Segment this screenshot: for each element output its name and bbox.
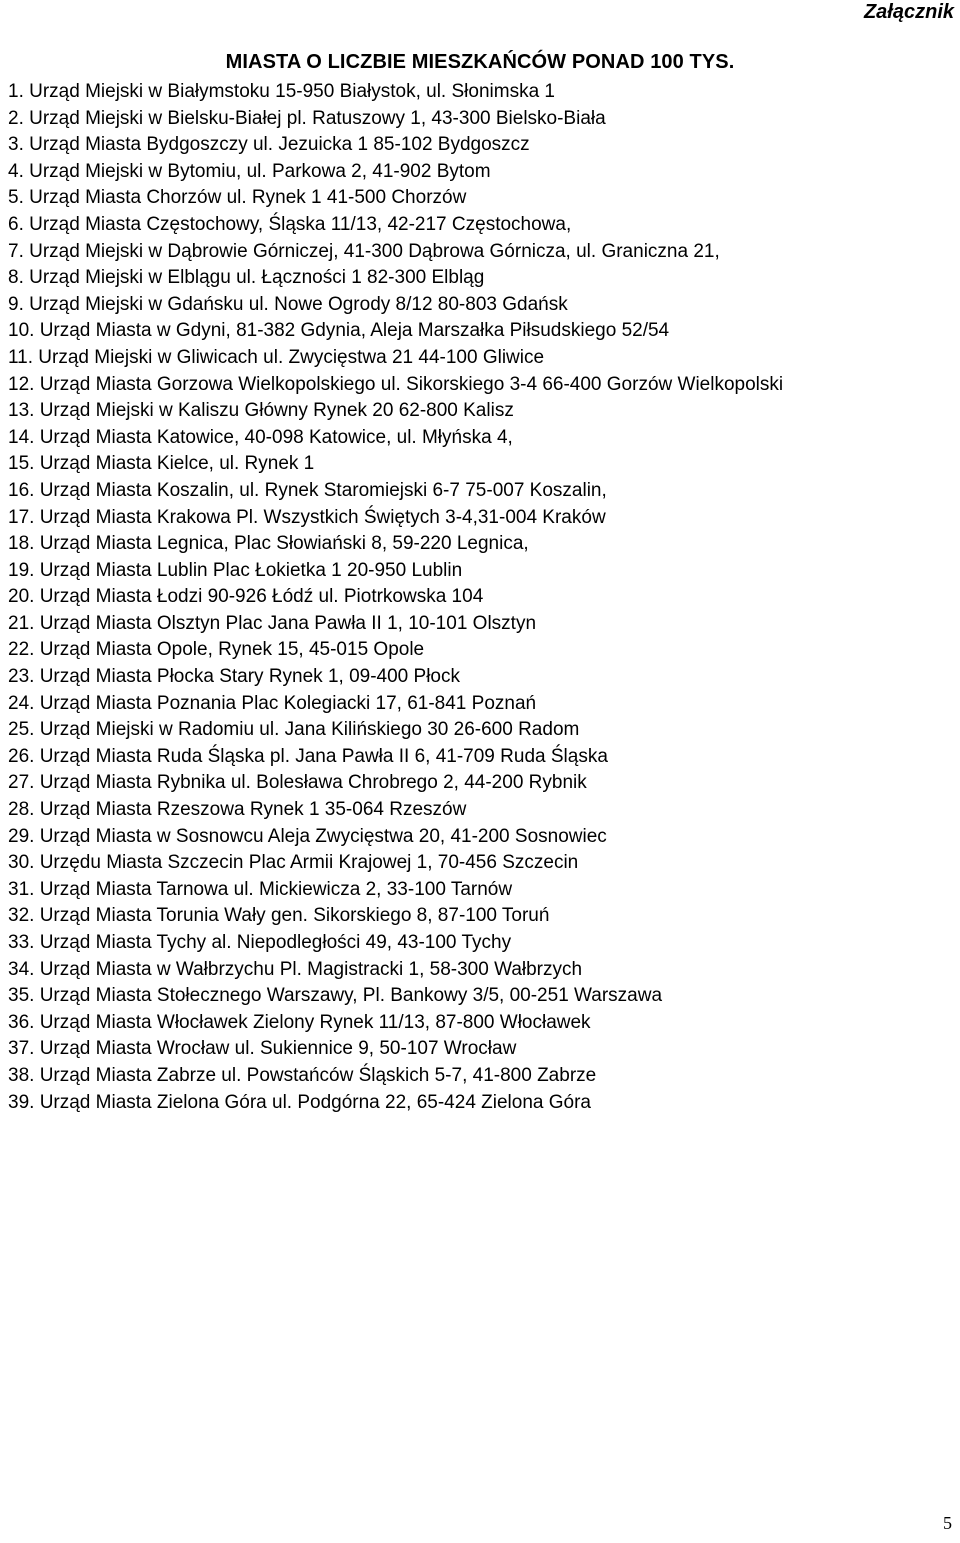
list-item: 21. Urząd Miasta Olsztyn Plac Jana Pawła II 1, 10-101 Olsztyn — [8, 612, 537, 634]
list-item: 8. Urząd Miejski w Elblągu ul. Łączności 1 82-300 Elbląg — [8, 267, 485, 289]
list-item: 1. Urząd Miejski w Białymstoku 15-950 Białystok, ul. Słonimska 1 — [8, 81, 555, 102]
list-item: 27. Urząd Miasta Rybnika ul. Bolesława Chrobrego 2, 44-200 Rybnik — [8, 772, 587, 794]
list-item: 6. Urząd Miasta Częstochowy, Śląska 11/13, 42-217 Częstochowa, — [8, 213, 572, 235]
list-item: 34. Urząd Miasta w Wałbrzychu Pl. Magistracki 1, 58-300 Wałbrzych — [8, 958, 583, 980]
list-item: 29. Urząd Miasta w Sosnowcu Aleja Zwycięstwa 20, 41-200 Sosnowiec — [8, 825, 607, 847]
attachment-label: Załącznik — [863, 1, 954, 23]
list-item: 28. Urząd Miasta Rzeszowa Rynek 1 35-064 Rzeszów — [8, 799, 467, 821]
list-item: 5. Urząd Miasta Chorzów ul. Rynek 1 41-500 Chorzów — [8, 187, 467, 209]
list-item: 37. Urząd Miasta Wrocław ul. Sukiennice 9, 50-107 Wrocław — [8, 1038, 517, 1060]
list-item: 32. Urząd Miasta Torunia Wały gen. Sikorskiego 8, 87-100 Toruń — [8, 905, 550, 927]
list-item: 26. Urząd Miasta Ruda Śląska pl. Jana Pawła II 6, 41-709 Ruda Śląska — [8, 745, 608, 767]
list-item: 25. Urząd Miejski w Radomiu ul. Jana Kilińskiego 30 26-600 Radom — [8, 719, 580, 741]
list-item: 38. Urząd Miasta Zabrze ul. Powstańców Śląskich 5-7, 41-800 Zabrze — [8, 1064, 597, 1086]
list-item: 23. Urząd Miasta Płocka Stary Rynek 1, 09-400 Płock — [8, 666, 460, 688]
list-item: 14. Urząd Miasta Katowice, 40-098 Katowice, ul. Młyńska 4, — [8, 426, 513, 448]
list-item: 35. Urząd Miasta Stołecznego Warszawy, Pl. Bankowy 3/5, 00-251 Warszawa — [8, 985, 663, 1007]
list-item: 15. Urząd Miasta Kielce, ul. Rynek 1 — [8, 453, 315, 475]
list-item: 33. Urząd Miasta Tychy al. Niepodległości 49, 43-100 Tychy — [8, 932, 512, 953]
office-list — [8, 79, 783, 1116]
list-item: 24. Urząd Miasta Poznania Plac Kolegiacki 17, 61-841 Poznań — [8, 692, 537, 714]
list-item: 4. Urząd Miejski w Bytomiu, ul. Parkowa 2, 41-902 Bytom — [8, 160, 491, 182]
list-item: 13. Urząd Miejski w Kaliszu Główny Rynek 20 62-800 Kalisz — [8, 400, 514, 422]
list-item: 39. Urząd Miasta Zielona Góra ul. Podgórna 22, 65-424 Zielona Góra — [8, 1091, 591, 1113]
list-item: 19. Urząd Miasta Lublin Plac Łokietka 1 20-950 Lublin — [8, 559, 463, 581]
list-item: 3. Urząd Miasta Bydgoszczy ul. Jezuicka 1 85-102 Bydgoszcz — [8, 134, 530, 156]
list-item: 12. Urząd Miasta Gorzowa Wielkopolskiego ul. Sikorskiego 3-4 66-400 Gorzów Wielkopolski — [8, 373, 784, 395]
list-item: 18. Urząd Miasta Legnica, Plac Słowiański 8, 59-220 Legnica, — [8, 533, 529, 555]
list-item: 22. Urząd Miasta Opole, Rynek 15, 45-015 Opole — [8, 639, 425, 661]
list-item: 31. Urząd Miasta Tarnowa ul. Mickiewicza 2, 33-100 Tarnów — [8, 878, 513, 900]
list-item: 11. Urząd Miejski w Gliwicach ul. Zwycięstwa 21 44-100 Gliwice — [8, 346, 545, 368]
list-item: 7. Urząd Miejski w Dąbrowie Górniczej, 41-300 Dąbrowa Górnicza, ul. Graniczna 21, — [8, 240, 720, 262]
list-item: 16. Urząd Miasta Koszalin, ul. Rynek Staromiejski 6-7 75-007 Koszalin, — [8, 479, 607, 501]
list-item: 20. Urząd Miasta Łodzi 90-926 Łódź ul. Piotrkowska 104 — [8, 586, 484, 608]
list-item: 17. Urząd Miasta Krakowa Pl. Wszystkich Świętych 3-4,31-004 Kraków — [8, 506, 606, 528]
document-title: MIASTA O LICZBIE MIESZKAŃCÓW PONAD 100 TYS. — [225, 51, 735, 73]
page-number: 5 — [943, 1513, 952, 1533]
list-item: 36. Urząd Miasta Włocławek Zielony Rynek 11/13, 87-800 Włocławek — [8, 1011, 591, 1033]
list-item: 10. Urząd Miasta w Gdyni, 81-382 Gdynia, Aleja Marszałka Piłsudskiego 52/54 — [8, 320, 670, 342]
list-item: 30. Urzędu Miasta Szczecin Plac Armii Krajowej 1, 70-456 Szczecin — [8, 852, 579, 874]
list-item: 2. Urząd Miejski w Bielsku-Białej pl. Ratuszowy 1, 43-300 Bielsko-Biała — [8, 107, 606, 129]
list-item: 9. Urząd Miejski w Gdańsku ul. Nowe Ogrody 8/12 80-803 Gdańsk — [8, 293, 568, 315]
